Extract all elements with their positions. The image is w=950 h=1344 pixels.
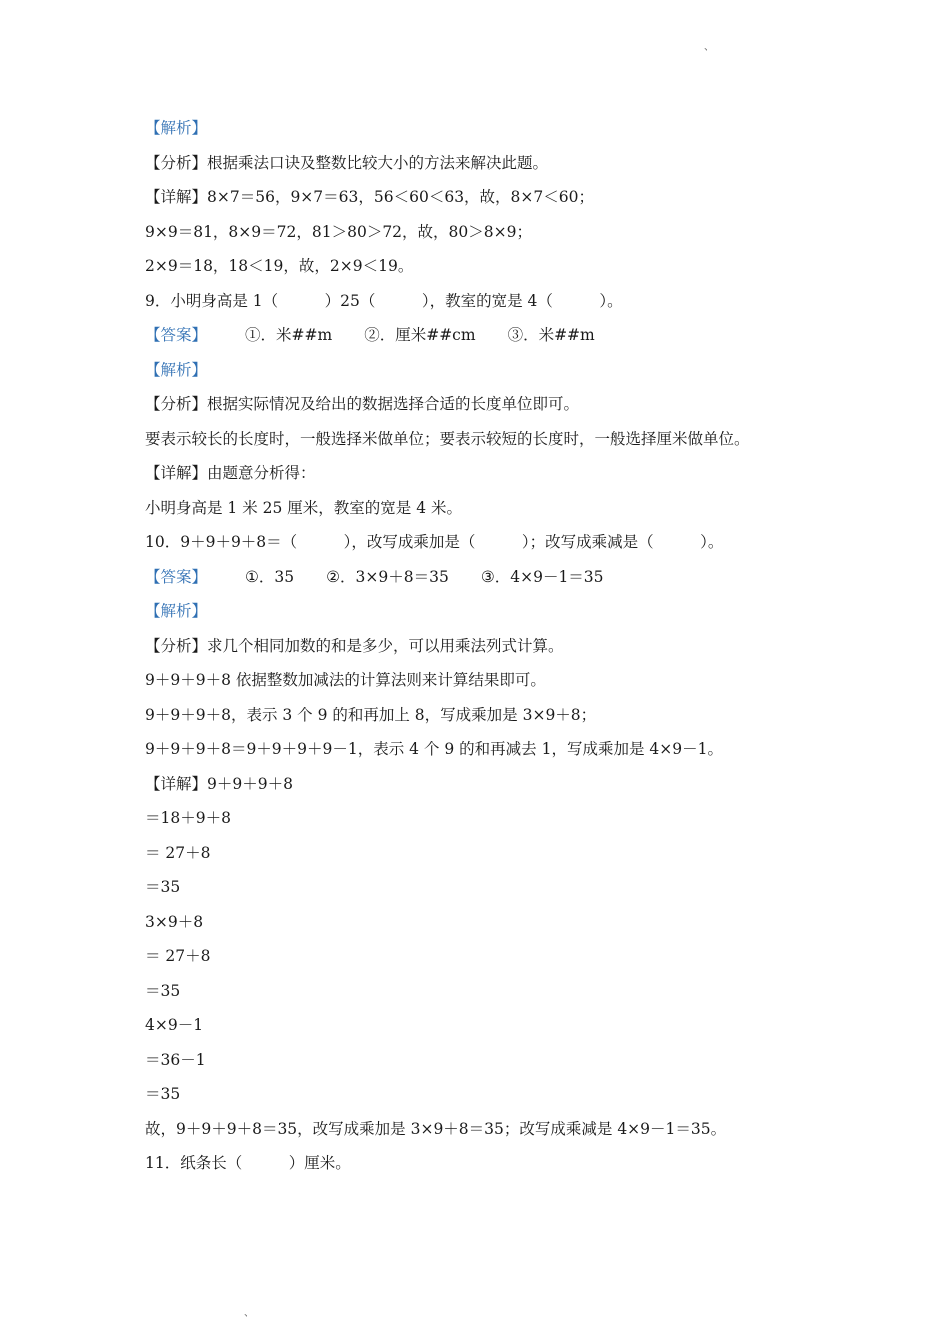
labeled-line xyxy=(145,387,845,422)
line-text: 9＋9＋9＋8 依据整数加减法的计算法则来计算结果即可。 xyxy=(145,671,546,689)
text-line xyxy=(145,1008,845,1043)
line-text: ＝36－1 xyxy=(145,1050,206,1069)
answer-item: ①．35 xyxy=(245,567,295,586)
text-line xyxy=(145,870,845,905)
footer-mark: 、 xyxy=(244,1308,254,1319)
text-line xyxy=(145,836,845,871)
labeled-line xyxy=(145,594,845,629)
section-tag: 【解析】 xyxy=(145,119,208,137)
text-line xyxy=(145,525,845,560)
section-tag: 【解析】 xyxy=(145,360,208,379)
text-line xyxy=(145,663,845,698)
labeled-line xyxy=(145,767,845,802)
labeled-line xyxy=(145,629,845,664)
text-line xyxy=(145,1043,845,1078)
line-text: 11．纸条长（ ）厘米。 xyxy=(145,1154,351,1172)
line-text: 8×7＝56，9×7＝63，56＜60＜63，故，8×7＜60； xyxy=(207,188,594,206)
text-line xyxy=(145,249,845,284)
line-text: 4×9－1 xyxy=(145,1016,204,1034)
labeled-line xyxy=(145,180,845,215)
answer-item: ①．米##m xyxy=(245,326,333,344)
text-line xyxy=(145,698,845,733)
section-tag: 【详解】 xyxy=(145,464,208,482)
text-line xyxy=(145,801,845,836)
line-text: ＝ 27＋8 xyxy=(145,843,211,862)
text-line xyxy=(145,422,845,457)
section-tag: 【解析】 xyxy=(145,602,208,620)
line-text: 9＋9＋9＋8＝9＋9＋9＋9－1，表示 4 个 9 的和再减去 1，写成乘加是 4×9－1。 xyxy=(145,740,723,758)
section-tag: 【分析】 xyxy=(145,153,208,172)
text-line xyxy=(145,974,845,1009)
labeled-line xyxy=(145,111,845,146)
answer-item: ③．米##m xyxy=(507,326,595,344)
section-tag: 【答案】 xyxy=(145,567,208,586)
line-text: 根据实际情况及给出的数据选择合适的长度单位即可。 xyxy=(207,395,580,413)
answer-item: ③．4×9－1＝35 xyxy=(480,567,604,586)
line-text: 9×9＝81，8×9＝72，81＞80＞72，故，80＞8×9； xyxy=(145,222,532,241)
line-text: ＝35 xyxy=(145,878,181,896)
header-mark: 、 xyxy=(704,42,714,53)
section-tag: 【分析】 xyxy=(145,636,208,655)
line-text: 9＋9＋9＋8，表示 3 个 9 的和再加上 8，写成乘加是 3×9＋8； xyxy=(145,705,597,724)
text-line xyxy=(145,1112,845,1147)
line-text: 求几个相同加数的和是多少，可以用乘法列式计算。 xyxy=(207,636,564,655)
text-line xyxy=(145,215,845,250)
answer-line xyxy=(145,318,845,353)
section-tag: 【详解】 xyxy=(145,774,208,793)
text-line xyxy=(145,905,845,940)
document-body xyxy=(145,111,845,1181)
answer-line xyxy=(145,560,845,595)
line-text: 由题意分析得： xyxy=(207,464,316,482)
text-line xyxy=(145,284,845,319)
line-text: 根据乘法口诀及整数比较大小的方法来解决此题。 xyxy=(207,153,549,172)
line-text: 小明身高是 1 米 25 厘米，教室的宽是 4 米。 xyxy=(145,498,463,517)
section-tag: 【分析】 xyxy=(145,395,208,413)
line-text: ＝18＋9＋8 xyxy=(145,809,231,827)
answer-item: ②．厘米##cm xyxy=(364,326,476,344)
labeled-line xyxy=(145,353,845,388)
line-text: 9．小明身高是 1（ ）25（ ），教室的宽是 4（ ）。 xyxy=(145,291,623,310)
section-tag: 【详解】 xyxy=(145,188,208,206)
line-text: 要表示较长的长度时，一般选择米做单位；要表示较短的长度时，一般选择厘米做单位。 xyxy=(145,429,750,448)
line-text: ＝ 27＋8 xyxy=(145,947,211,965)
text-line xyxy=(145,491,845,526)
text-line xyxy=(145,1077,845,1112)
line-text: 3×9＋8 xyxy=(145,912,204,931)
line-text: 2×9＝18，18＜19，故，2×9＜19。 xyxy=(145,257,414,275)
answer-item: ②．3×9＋8＝35 xyxy=(326,567,449,586)
line-text: ＝35 xyxy=(145,981,181,1000)
labeled-line xyxy=(145,146,845,181)
line-text: 故，9＋9＋9＋8＝35，改写成乘加是 3×9＋8＝35；改写成乘减是 4×9－1＝35。 xyxy=(145,1119,727,1138)
text-line xyxy=(145,1146,845,1181)
line-text: 10．9＋9＋9＋8＝（ ），改写成乘加是（ ）；改写成乘减是（ ）。 xyxy=(145,533,724,551)
text-line xyxy=(145,939,845,974)
section-tag: 【答案】 xyxy=(145,326,208,344)
line-text: ＝35 xyxy=(145,1085,181,1103)
text-line xyxy=(145,732,845,767)
line-text: 9＋9＋9＋8 xyxy=(207,774,293,793)
labeled-line xyxy=(145,456,845,491)
